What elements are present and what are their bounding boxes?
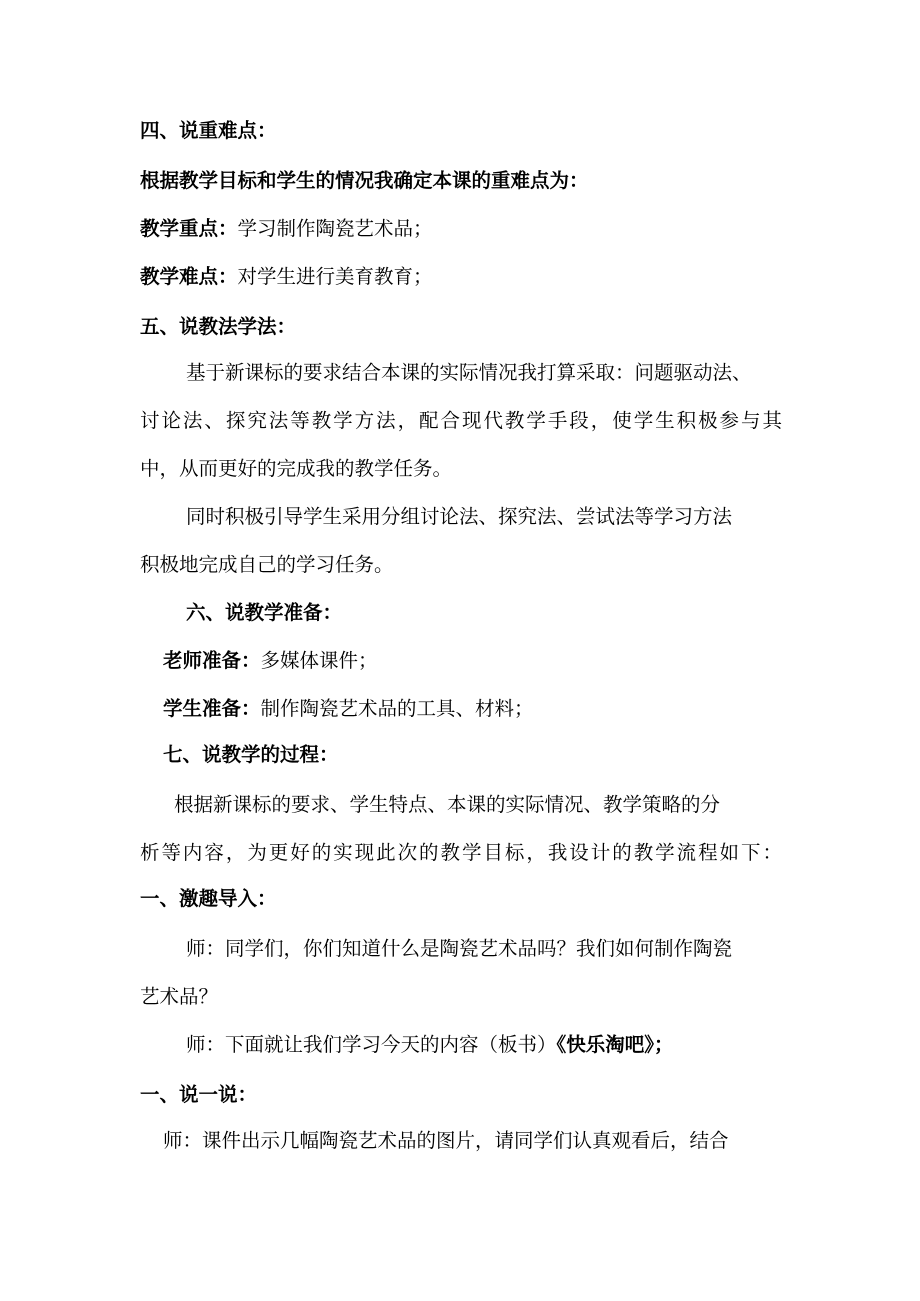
key-point-line	[140, 214, 433, 244]
lesson-title: 《快乐淘吧》；	[556, 1033, 674, 1056]
student-prep-text: 制作陶瓷艺术品的工具、材料；	[260, 697, 534, 720]
step2-line: 师：课件出示几幅陶瓷艺术品的图片，请同学们认真观看后，结合	[163, 1129, 729, 1152]
section6-heading: 六、说教学准备：	[186, 601, 343, 624]
step2-heading: 一、说一说：	[140, 1083, 258, 1106]
step1-question-line: 艺术品？	[140, 985, 219, 1008]
step1-heading: 一、激趣导入：	[140, 887, 277, 910]
difficulty-text: 对学生进行美育教育；	[237, 265, 433, 288]
key-point-text: 学习制作陶瓷艺术品；	[237, 217, 433, 240]
section5-p2-line: 同时积极引导学生采用分组讨论法、探究法、尝试法等学习方法	[186, 505, 733, 528]
section5-p1-line: 讨论法、探究法等教学方法，配合现代教学手段，使学生积极参与其	[140, 409, 782, 432]
student-prep-label: 学生准备：	[163, 697, 261, 720]
section7-line: 根据新课标的要求、学生特点、本课的实际情况、教学策略的分	[174, 793, 721, 816]
step1-question-line: 师：同学们，你们知道什么是陶瓷艺术品吗？我们如何制作陶瓷	[186, 937, 733, 960]
section5-heading: 五、说教法学法：	[140, 315, 297, 338]
section4-intro: 根据教学目标和学生的情况我确定本课的重难点为：	[140, 169, 589, 192]
section5-p2-line: 积极地完成自己的学习任务。	[140, 553, 394, 576]
difficulty-line	[140, 262, 433, 292]
teacher-prep-text: 多媒体课件；	[260, 649, 378, 672]
key-point-label: 教学重点：	[140, 217, 238, 240]
difficulty-label: 教学难点：	[140, 265, 238, 288]
section5-p1-line: 基于新课标的要求结合本课的实际情况我打算采取：问题驱动法、	[186, 361, 752, 384]
section7-line: 析等内容，为更好的实现此次的教学目标，我设计的教学流程如下：	[140, 841, 782, 864]
step1-intro-text: 师：下面就让我们学习今天的内容（板书）	[186, 1033, 557, 1056]
student-prep-line	[163, 694, 534, 724]
step1-intro-line	[186, 1030, 674, 1060]
section7-heading: 七、说教学的过程：	[163, 743, 339, 766]
teacher-prep-label: 老师准备：	[163, 649, 261, 672]
section5-p1-line: 中，从而更好的完成我的教学任务。	[140, 457, 453, 480]
teacher-prep-line	[163, 646, 378, 676]
section4-heading: 四、说重难点：	[140, 119, 277, 142]
